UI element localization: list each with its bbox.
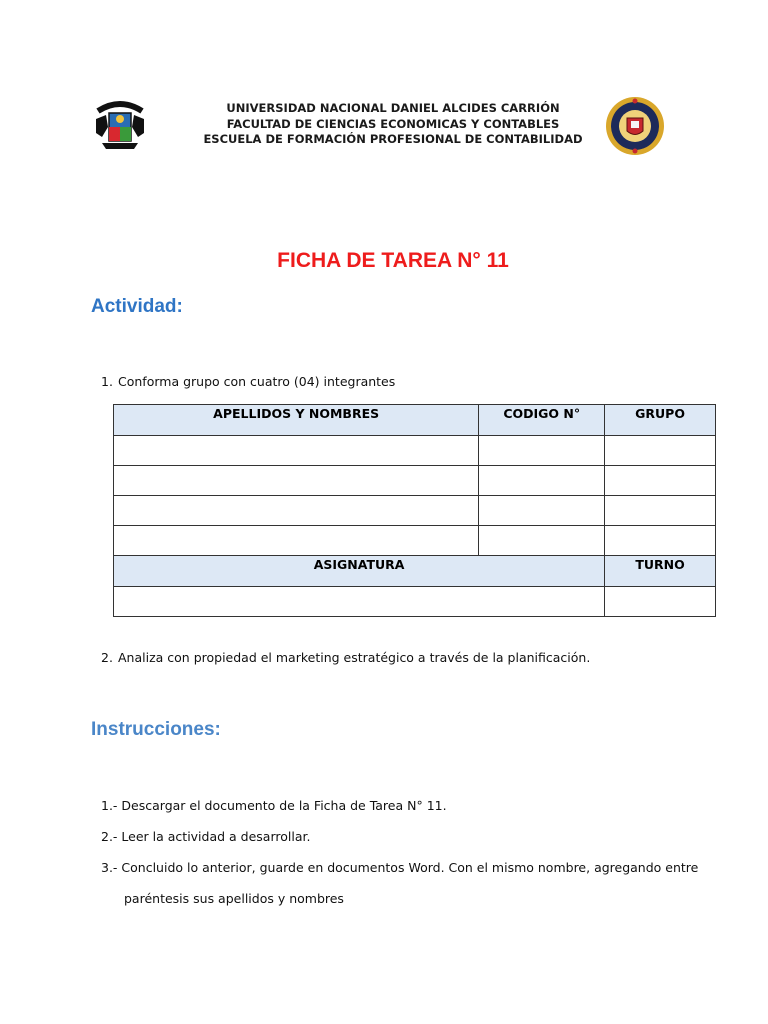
column-header-shift: TURNO xyxy=(605,556,716,587)
table-row xyxy=(114,587,716,617)
group-cell[interactable] xyxy=(605,436,716,466)
table-row xyxy=(114,496,716,526)
page-title: FICHA DE TAREA N° 11 xyxy=(277,249,509,272)
column-header-code: CODIGO N° xyxy=(479,405,605,436)
institution-header xyxy=(160,101,626,148)
name-cell[interactable] xyxy=(114,526,479,556)
group-members-table xyxy=(113,404,716,617)
name-cell[interactable] xyxy=(114,466,479,496)
instruction-item-3-continuation: paréntesis sus apellidos y nombres xyxy=(124,891,344,906)
subject-cell[interactable] xyxy=(114,587,605,617)
undac-logo xyxy=(92,97,148,151)
group-cell[interactable] xyxy=(605,466,716,496)
header-line-school: ESCUELA DE FORMACIÓN PROFESIONAL DE CONTABILIDAD xyxy=(203,132,583,146)
group-cell[interactable] xyxy=(605,496,716,526)
code-cell[interactable] xyxy=(479,496,605,526)
actividad-item-1: Conforma grupo con cuatro (04) integrantes xyxy=(118,374,396,389)
actividad-item-2: Analiza con propiedad el marketing estratégico a través de la planificación. xyxy=(118,650,591,665)
table-row xyxy=(114,436,716,466)
name-cell[interactable] xyxy=(114,496,479,526)
instrucciones-heading: Instrucciones: xyxy=(91,719,221,740)
instruction-item-3: 3.- Concluido lo anterior, guarde en documentos Word. Con el mismo nombre, agregando entre xyxy=(101,860,699,875)
column-header-names: APELLIDOS Y NOMBRES xyxy=(114,405,479,436)
name-cell[interactable] xyxy=(114,436,479,466)
column-header-group: GRUPO xyxy=(605,405,716,436)
code-cell[interactable] xyxy=(479,466,605,496)
code-cell[interactable] xyxy=(479,436,605,466)
group-cell[interactable] xyxy=(605,526,716,556)
school-seal-logo xyxy=(600,95,670,157)
instruction-item-2: 2.- Leer la actividad a desarrollar. xyxy=(101,829,311,844)
actividad-item-2-number: 2. xyxy=(101,650,113,665)
table-row xyxy=(114,526,716,556)
actividad-heading: Actividad: xyxy=(91,296,183,317)
instruction-item-1: 1.- Descargar el documento de la Ficha de Tarea N° 11. xyxy=(101,798,447,813)
subject-header-row xyxy=(114,556,716,587)
table-header-row xyxy=(114,405,716,436)
header-line-university: UNIVERSIDAD NACIONAL DANIEL ALCIDES CARRIÓN xyxy=(226,101,560,115)
header-line-faculty: FACULTAD DE CIENCIAS ECONOMICAS Y CONTABLES xyxy=(226,116,560,131)
actividad-item-1-number: 1. xyxy=(101,374,113,389)
column-header-subject: ASIGNATURA xyxy=(114,556,605,587)
code-cell[interactable] xyxy=(479,526,605,556)
shift-cell[interactable] xyxy=(605,587,716,617)
table-row xyxy=(114,466,716,496)
